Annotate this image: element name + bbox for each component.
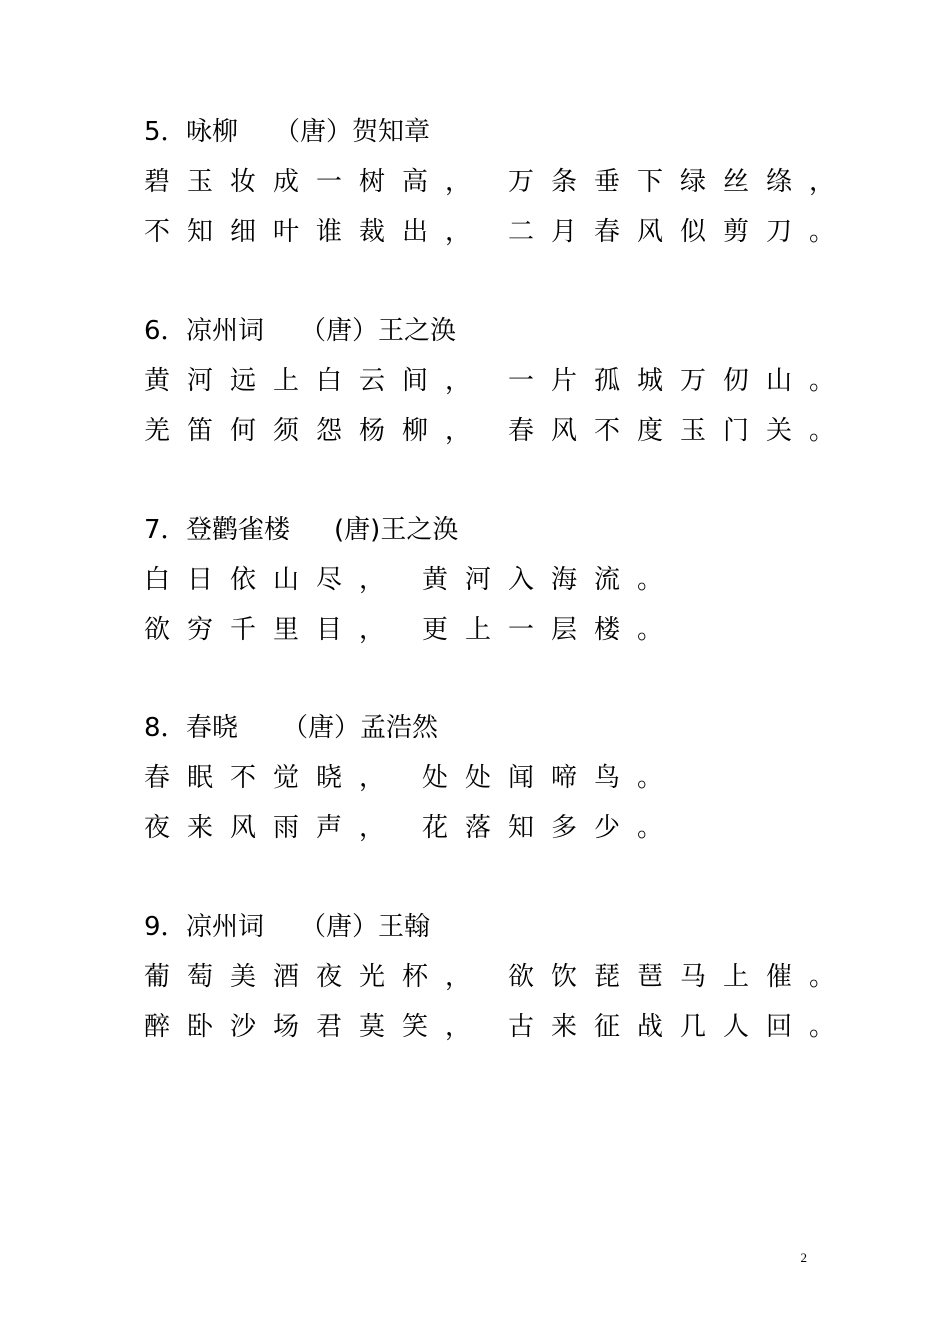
poem-line-second-half: 花落知多少。 <box>422 813 681 843</box>
poem-author: 王翰 <box>378 912 431 942</box>
poem-9 <box>144 910 853 1044</box>
poem-line-second-half: 春风不度玉门关。 <box>508 416 853 446</box>
poem-5 <box>144 115 853 249</box>
poem-author: 王之涣 <box>380 515 459 545</box>
poem-name: 咏柳 <box>186 117 239 147</box>
poem-7 <box>144 513 844 647</box>
poem-number: 8． <box>144 713 187 743</box>
poem-line-first-half: 碧玉妆成一树高， <box>144 167 489 197</box>
poem-line-first-half: 黄河远上白云间， <box>144 366 489 396</box>
poem-dynasty: （唐） <box>282 713 361 743</box>
poem-line-first-half: 夜来风雨声， <box>144 813 403 843</box>
poem-line <box>144 960 853 994</box>
poem-dynasty: （唐） <box>300 912 379 942</box>
poem-line-first-half: 醉卧沙场君莫笑， <box>144 1012 489 1042</box>
poem-line-second-half: 古来征战几人回。 <box>508 1012 853 1042</box>
poem-line <box>144 215 853 249</box>
poem-line-second-half: 黄河入海流。 <box>422 565 681 595</box>
poem-title <box>144 513 844 547</box>
poem-line <box>144 165 853 199</box>
poem-dynasty: (唐) <box>334 515 381 545</box>
page-number: 2 <box>800 1250 807 1265</box>
poem-line-first-half: 不知细叶谁裁出， <box>144 217 489 247</box>
poem-number: 5． <box>144 117 187 147</box>
poem-name: 凉州词 <box>186 912 265 942</box>
poem-line-second-half: 一片孤城万仞山。 <box>508 366 853 396</box>
poem-name: 登鹳雀楼 <box>186 515 291 545</box>
poem-title <box>144 314 844 348</box>
poem-line-second-half: 欲饮琵琶马上催。 <box>508 962 853 992</box>
poem-dynasty: （唐） <box>274 117 353 147</box>
poem-name: 春晓 <box>186 713 239 743</box>
poem-author: 王之涣 <box>378 316 457 346</box>
poem-number: 6． <box>144 316 187 346</box>
poem-line-first-half: 欲穷千里目， <box>144 615 403 645</box>
poem-line-first-half: 春眠不觉晓， <box>144 763 403 793</box>
poem-line <box>144 761 844 795</box>
poem-line-second-half: 万条垂下绿丝绦， <box>508 167 853 197</box>
poem-line-first-half: 白日依山尽， <box>144 565 403 595</box>
poem-line-second-half: 更上一层楼。 <box>422 615 681 645</box>
poem-line <box>144 414 853 448</box>
poem-line <box>144 364 853 398</box>
poem-8 <box>144 711 844 845</box>
poem-number: 9． <box>144 912 187 942</box>
poem-number: 7． <box>144 515 187 545</box>
poem-name: 凉州词 <box>186 316 265 346</box>
poem-line-second-half: 二月春风似剪刀。 <box>508 217 853 247</box>
poem-author: 贺知章 <box>352 117 431 147</box>
poem-line-second-half: 处处闻啼鸟。 <box>422 763 681 793</box>
poem-title <box>144 711 844 745</box>
poem-line-first-half: 羌笛何须怨杨柳， <box>144 416 489 446</box>
poem-line <box>144 563 844 597</box>
poem-title <box>144 115 844 149</box>
poem-title <box>144 910 844 944</box>
poem-dynasty: （唐） <box>300 316 379 346</box>
poem-line <box>144 613 844 647</box>
poem-6 <box>144 314 853 448</box>
poem-line <box>144 811 844 845</box>
poem-line-first-half: 葡萄美酒夜光杯， <box>144 962 489 992</box>
poem-author: 孟浩然 <box>360 713 439 743</box>
poem-line <box>144 1010 853 1044</box>
